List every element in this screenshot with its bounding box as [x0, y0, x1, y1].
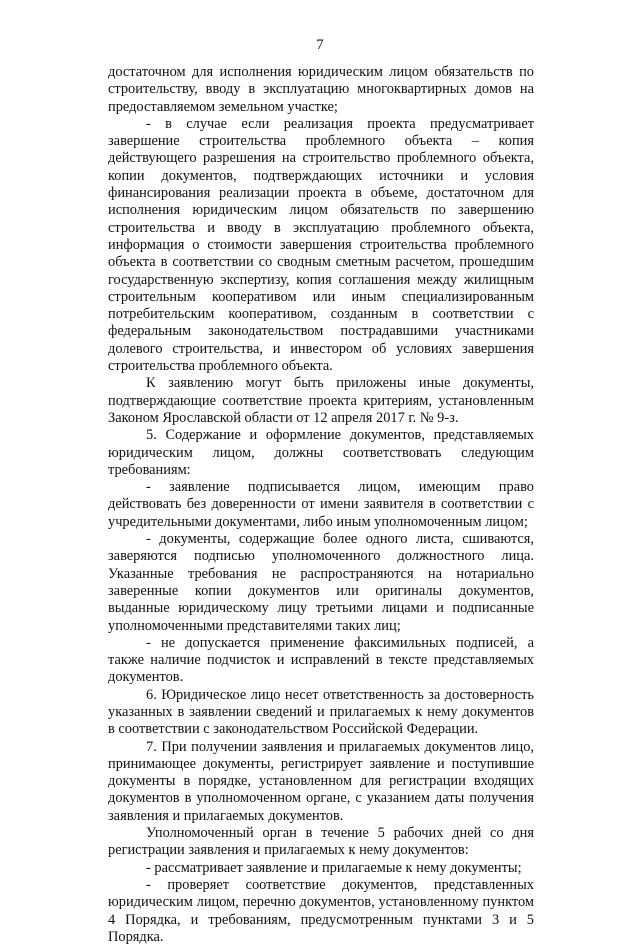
- page-number: 7: [316, 37, 324, 53]
- paragraph-additional-docs: К заявлению могут быть приложены иные документы, подтверждающие соответствие проекта критериям, установленным Законом Ярославской области от 12 апреля 2017 г. № 9-з.: [108, 375, 534, 426]
- paragraph-item-7: 7. При получении заявления и прилагаемых документов лицо, принимающее документы, регистрирует заявление и поступившие документы в порядке, установленном для регистрации входящих документов в уполномоченном органе, с указанием даты получения заявления и прилагаемых документов.: [108, 738, 534, 824]
- paragraph-problem-object-docs: - в случае если реализация проекта предусматривает завершение строительства проблемного объекта – копия действующего разрешения на строительство проблемного объекта, копии документов, подтверждающих источники и условия финансирования реализации проекта в объеме, достаточном для исполнения юридическим лицом обязательств по завершению строительства и вводу в эксплуатацию проблемного объекта, информация о стоимости завершения строительства проблемного объекта в соответствии со сводным сметным расчетом, прошедшим государственную экспертизу, копия соглашения между жилищным строительным кооперативом или иным специализированным потребительским кооперативом, созданным в соответствии с федеральным законодательством пострадавшими участниками долевого строительства, и инвестором об условиях завершения строительства проблемного объекта.: [108, 115, 534, 375]
- paragraph-documents-binding: - документы, содержащие более одного листа, сшиваются, заверяются подписью уполномоченного должностного лица. Указанные требования не распространяются на нотариально заверенные копии документов или оригиналы документов, выданные юридическому лицу третьими лицами и подписанные уполномоченными представителями таких лиц;: [108, 531, 534, 634]
- paragraph-reviews-application: - рассматривает заявление и прилагаемые к нему документы;: [146, 859, 522, 876]
- paragraph-continuation: достаточном для исполнения юридическим лицом обязательств по строительству, вводу в эксплуатацию многоквартирных домов на предоставляемом земельном участке;: [108, 64, 534, 115]
- paragraph-application-signature: - заявление подписывается лицом, имеющим право действовать без доверенности от имени заявителя в соответствии с учредительными документами, либо иным уполномоченным лицом;: [108, 479, 534, 530]
- document-body: [108, 64, 534, 946]
- paragraph-item-5: 5. Содержание и оформление документов, представляемых юридическим лицом, должны соответствовать следующим требованиям:: [108, 427, 534, 478]
- paragraph-authorized-body: Уполномоченный орган в течение 5 рабочих дней со дня регистрации заявления и прилагаемых к нему документов:: [108, 825, 534, 859]
- paragraph-facsimile: - не допускается применение факсимильных подписей, а также наличие подчисток и исправлений в тексте представляемых документов.: [108, 634, 534, 686]
- paragraph-item-6: 6. Юридическое лицо несет ответственность за достоверность указанных в заявлении сведений и прилагаемых к нему документов в соответствии с законодательством Российской Федерации.: [108, 686, 534, 738]
- paragraph-checks-compliance: - проверяет соответствие документов, представленных юридическим лицом, перечню документов, установленному пунктом 4 Порядка, и требованиям, предусмотренным пунктами 3 и 5 Порядка.: [108, 876, 534, 945]
